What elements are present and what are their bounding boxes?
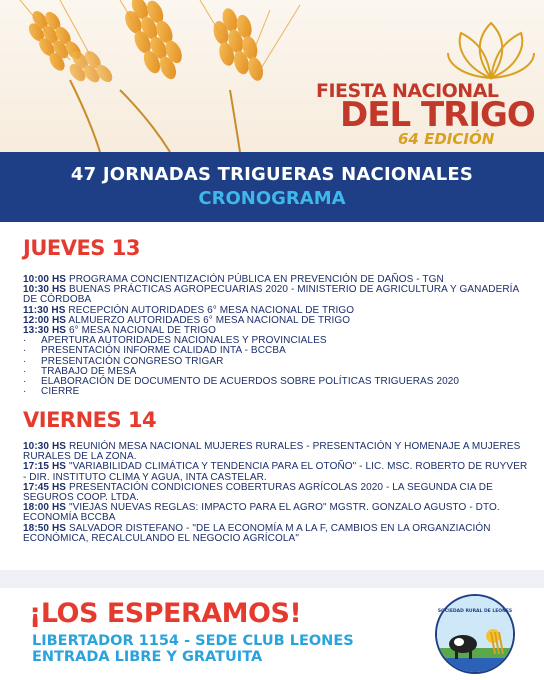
footer-entry: ENTRADA LIBRE Y GRATUITA xyxy=(32,649,263,665)
schedule-text: "VARIABILIDAD CLIMÁTICA Y TENDENCIA PARA EL OTOÑO" - LIC. MSC. ROBERTO DE RUYVER - DIR. INSTITUTO CLIMA Y AGUA, INTA CASTELAR. xyxy=(23,461,528,483)
schedule-item xyxy=(23,503,533,523)
schedule-friday xyxy=(23,442,533,544)
schedule-text: ALMUERZO AUTORIDADES 6° MESA NACIONAL DE TRIGO xyxy=(68,314,351,326)
banner-subtitle: CRONOGRAMA xyxy=(198,188,346,209)
schedule-section xyxy=(0,222,544,570)
schedule-time: 18:50 HS xyxy=(23,522,67,534)
wheat-crown-icon xyxy=(446,18,536,82)
schedule-thursday xyxy=(23,275,533,397)
sociedad-rural-seal xyxy=(433,592,517,676)
schedule-text: "VIEJAS NUEVAS REGLAS: IMPACTO PARA EL AGRO" MGSTR. GONZALO AGUSTO - DTO. ECONOMÍA BCCBA xyxy=(23,502,500,524)
wheat-illustration xyxy=(0,0,330,152)
footer-divider xyxy=(0,570,544,588)
schedule-text: BUENAS PRÁCTICAS AGROPECUARIAS 2020 - MINISTERIO DE AGRICULTURA Y GANADERÍA DE CÓRDOBA xyxy=(23,284,519,306)
schedule-text: 6° MESA NACIONAL DE TRIGO xyxy=(68,325,217,337)
day-heading-thursday: JUEVES 13 xyxy=(23,236,140,260)
schedule-time: 12:00 HS xyxy=(23,314,67,326)
footer-section xyxy=(0,570,544,680)
schedule-item xyxy=(23,285,533,305)
schedule-text: PRESENTACIÓN CONDICIONES COBERTURAS AGRÍCOLAS 2020 - LA SEGUNDA CIA DE SEGUROS COOP. LTDA. xyxy=(23,481,493,504)
agenda-bullet: · TRABAJO DE MESA xyxy=(23,367,533,377)
schedule-time: 17:15 HS xyxy=(23,461,67,473)
logo-edition: 64 EDICIÓN xyxy=(398,130,495,148)
logo-line2: DEL TRIGO xyxy=(340,95,535,135)
schedule-time: 10:30 HS xyxy=(23,441,67,452)
seal-text: SOCIEDAD RURAL DE LEONES xyxy=(437,609,513,614)
schedule-time: 13:30 HS xyxy=(23,325,67,337)
schedule-item xyxy=(23,524,533,544)
day-heading-friday: VIERNES 14 xyxy=(23,408,157,432)
title-banner xyxy=(0,152,544,222)
schedule-time: 11:30 HS xyxy=(23,304,66,316)
banner-title: 47 JORNADAS TRIGUERAS NACIONALES xyxy=(70,164,474,185)
schedule-item xyxy=(23,483,533,503)
schedule-time: 10:00 HS xyxy=(23,274,67,285)
schedule-text: RECEPCIÓN AUTORIDADES 6° MESA NACIONAL DE TRIGO xyxy=(68,304,355,316)
agenda-bullet: · PRESENTACIÓN CONGRESO TRIGAR xyxy=(23,357,533,367)
schedule-text: PROGRAMA CONCIENTIZACIÓN PÚBLICA EN PREVENCIÓN DE DAÑOS - TGN xyxy=(68,274,444,285)
header-section xyxy=(0,0,544,152)
footer-address: LIBERTADOR 1154 - SEDE CLUB LEONES xyxy=(32,633,354,649)
schedule-time: 17:45 HS xyxy=(23,481,67,493)
agenda-bullet: · ELABORACIÓN DE DOCUMENTO DE ACUERDOS SOBRE POLÍTICAS TRIGUERAS 2020 xyxy=(23,377,533,387)
schedule-text: REUNIÓN MESA NACIONAL MUJERES RURALES - PRESENTACIÓN Y HOMENAJE A MUJERES RURALES DE LA ZONA. xyxy=(23,441,521,463)
schedule-time: 18:00 HS xyxy=(23,502,67,514)
mesa-agenda-list xyxy=(23,336,533,397)
agenda-bullet: · CIERRE xyxy=(23,387,533,397)
schedule-text: SALVADOR DISTEFANO - "DE LA ECONOMÍA M A LA F, CAMBIOS EN LA ORGANZIACIÓN ECONÓMICA, RECALCULANDO EL NEGOCIO AGRÍCOLA" xyxy=(23,522,491,544)
footer-info xyxy=(32,633,354,665)
logo-line1: FIESTA NACIONAL xyxy=(316,80,499,102)
schedule-item xyxy=(23,442,533,462)
agenda-bullet: · PRESENTACIÓN INFORME CALIDAD INTA - BCCBA xyxy=(23,346,533,356)
agenda-bullet: · APERTURA AUTORIDADES NACIONALES Y PROVINCIALES xyxy=(23,336,533,346)
schedule-time: 10:30 HS xyxy=(23,284,67,296)
fiesta-logo xyxy=(300,18,536,148)
footer-headline: ¡LOS ESPERAMOS! xyxy=(29,598,302,629)
schedule-item xyxy=(23,462,533,482)
